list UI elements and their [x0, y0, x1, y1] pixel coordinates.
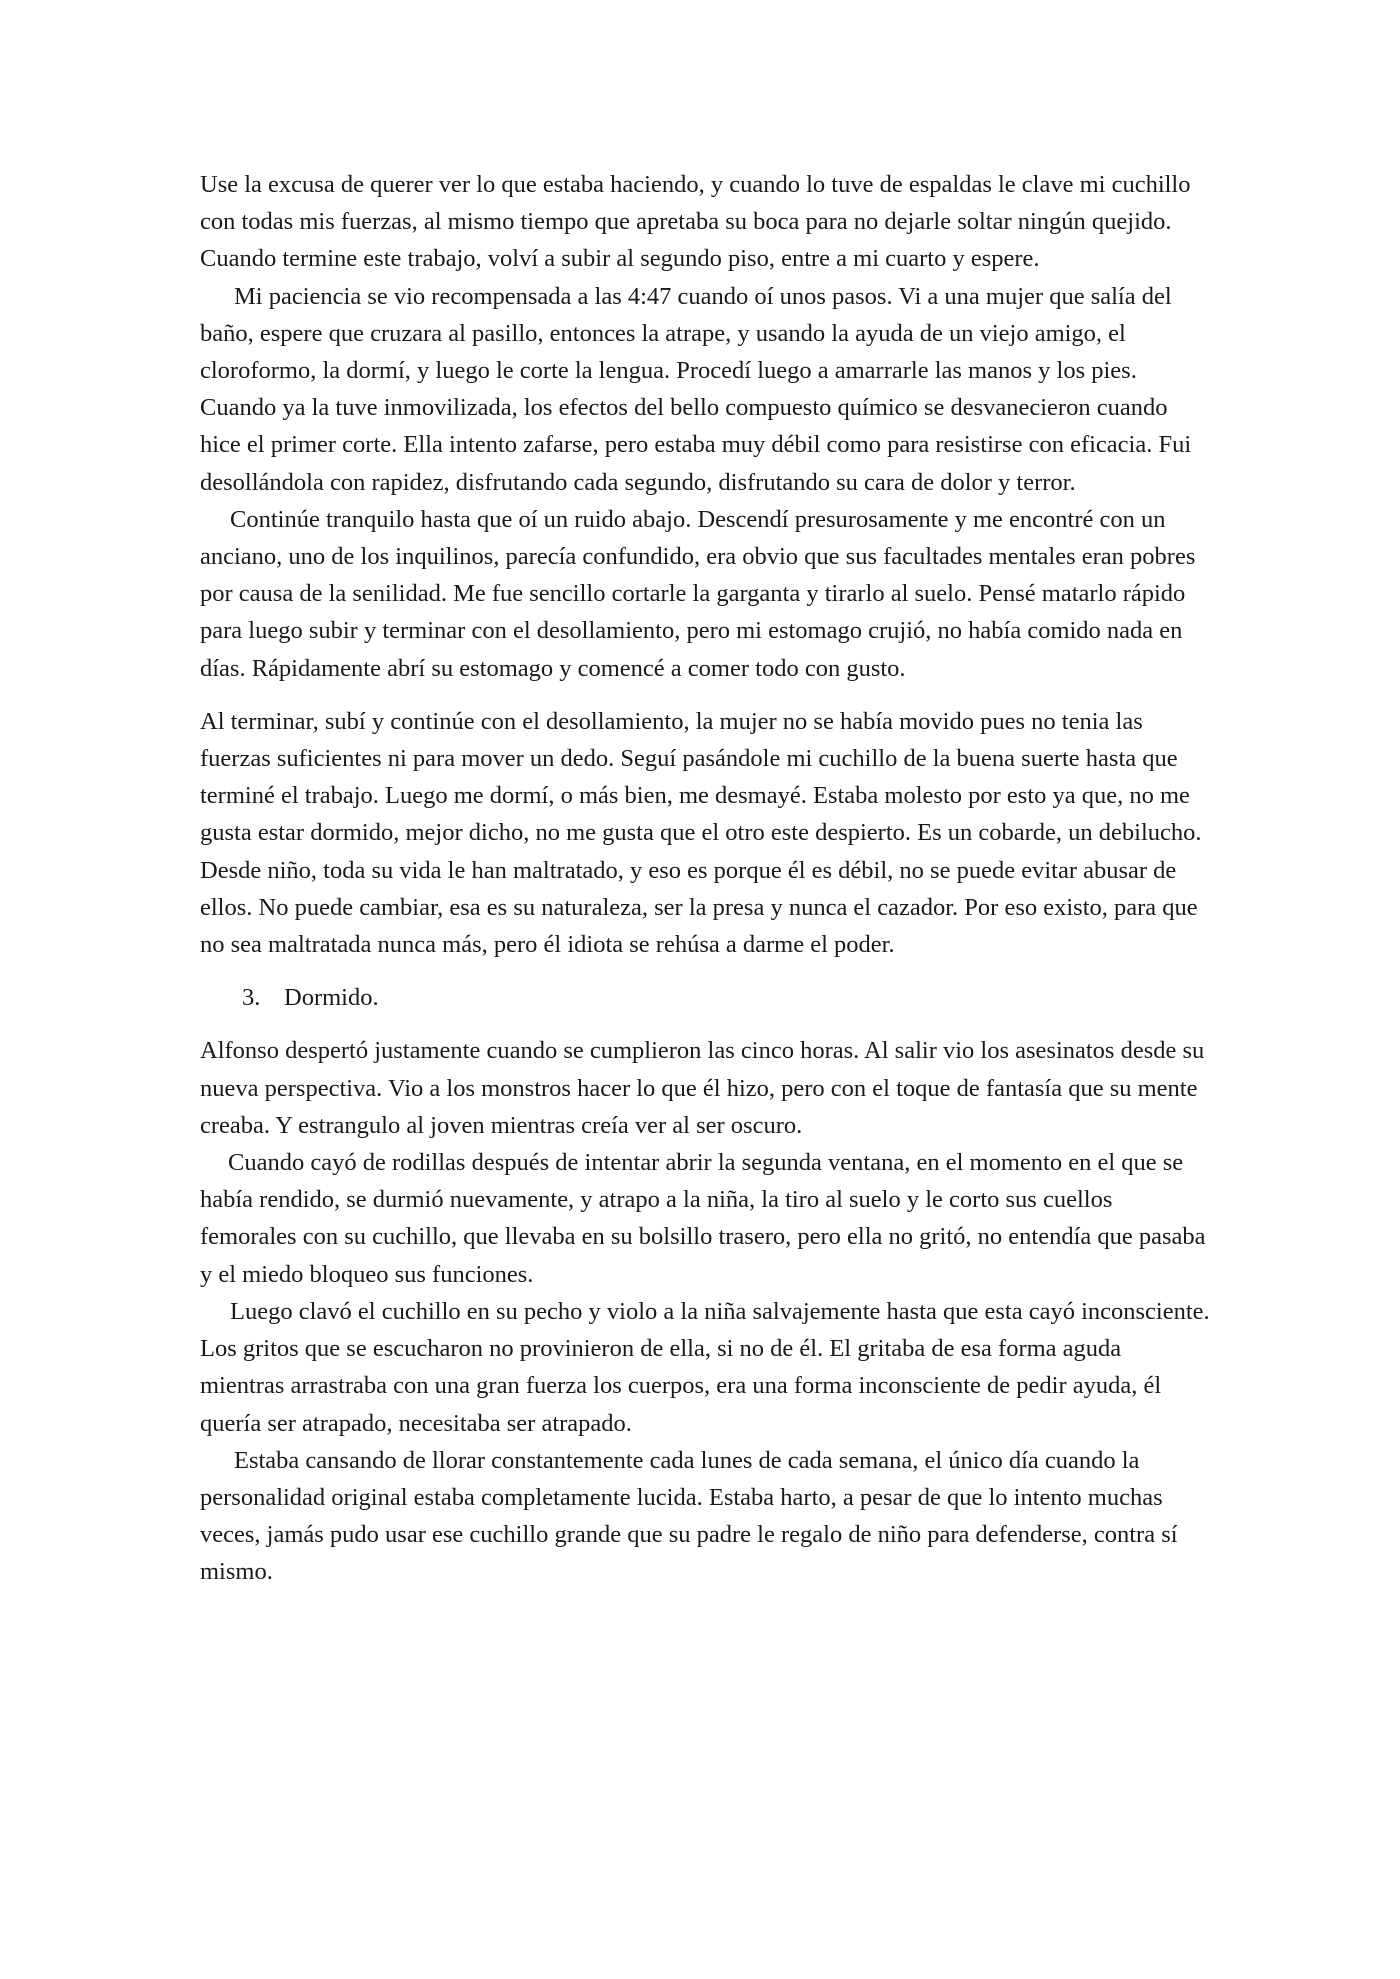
section-heading [200, 979, 1210, 1016]
section-title: Dormido. [284, 984, 379, 1012]
paragraph: Mi paciencia se vio recompensada a las 4:47 cuando oí unos pasos. Vi a una mujer que salía del baño, espere que cruzara al pasillo, entonces la atrape, y usando la ayuda de un viejo amigo, el cloroformo, la dormí, y luego le corte la lengua. Procedí luego a amarrarle las manos y los pies. Cuando ya la tuve inmovilizada, los efectos del bello compuesto químico se desvanecieron cuando hice el primer corte. Ella intento zafarse, pero estaba muy débil como para resistirse con eficacia. Fui desollándola con rapidez, disfrutando cada segundo, disfrutando su cara de dolor y terror. [200, 282, 1192, 496]
paragraph: Alfonso despertó justamente cuando se cumplieron las cinco horas. Al salir vio los asesinatos desde su nueva perspectiva. Vio a los monstros hacer lo que él hizo, pero con el toque de fantasía que su mente creaba. Y estrangulo al joven mientras creía ver al ser oscuro. [200, 1037, 1205, 1139]
paragraph: Continúe tranquilo hasta que oí un ruido abajo. Descendí presurosamente y me encontré con un anciano, uno de los inquilinos, parecía confundido, era obvio que sus facultades mentales eran pobres por causa de la senilidad. Me fue sencillo cortarle la garganta y tirarlo al suelo. Pensé matarlo rápido para luego subir y terminar con el desollamiento, pero mi estomago crujió, no había comido nada en días. Rápidamente abrí su estomago y comencé a comer todo con gusto. [200, 505, 1196, 682]
section-number: 3. [242, 984, 261, 1012]
paragraph: Luego clavó el cuchillo en su pecho y violo a la niña salvajemente hasta que esta cayó inconsciente. Los gritos que se escucharon no provinieron de ella, si no de él. El gritaba de esa forma aguda mientras arrastraba con una gran fuerza los cuerpos, era una forma inconsciente de pedir ayuda, él quería ser atrapado, necesitaba ser atrapado. [200, 1297, 1210, 1437]
paragraph: Use la excusa de querer ver lo que estaba haciendo, y cuando lo tuve de espaldas le clave mi cuchillo con todas mis fuerzas, al mismo tiempo que apretaba su boca para no dejarle soltar ningún quejido. Cuando termine este trabajo, volví a subir al segundo piso, entre a mi cuarto y espere. [200, 171, 1191, 273]
paragraph: Cuando cayó de rodillas después de intentar abrir la segunda ventana, en el momento en el que se había rendido, se durmió nuevamente, y atrapo a la niña, la tiro al suelo y le corto sus cuellos femorales con su cuchillo, que llevaba en su bolsillo trasero, pero ella no gritó, no entendía que pasaba y el miedo bloqueo sus funciones. [200, 1149, 1206, 1288]
paragraph: Al terminar, subí y continúe con el desollamiento, la mujer no se había movido pues no tenia las fuerzas suficientes ni para mover un dedo. Seguí pasándole mi cuchillo de la buena suerte hasta que terminé el trabajo. Luego me dormí, o más bien, me desmayé. Estaba molesto por esto ya que, no me gusta estar dormido, mejor dicho, no me gusta que el otro este despierto. Es un cobarde, un debilucho. Desde niño, toda su vida le han maltratado, y eso es porque él es débil, no se puede evitar abusar de ellos. No puede cambiar, esa es su naturaleza, ser la presa y nunca el cazador. Por eso existo, para que no sea maltratada nunca más, pero él idiota se rehúsa a darme el poder. [200, 707, 1202, 959]
document-body [200, 166, 1210, 1591]
paragraph: Estaba cansando de llorar constantemente cada lunes de cada semana, el único día cuando la personalidad original estaba completamente lucida. Estaba harto, a pesar de que lo intento muchas veces, jamás pudo usar ese cuchillo grande que su padre le regalo de niño para defenderse, contra sí mismo. [200, 1446, 1178, 1586]
